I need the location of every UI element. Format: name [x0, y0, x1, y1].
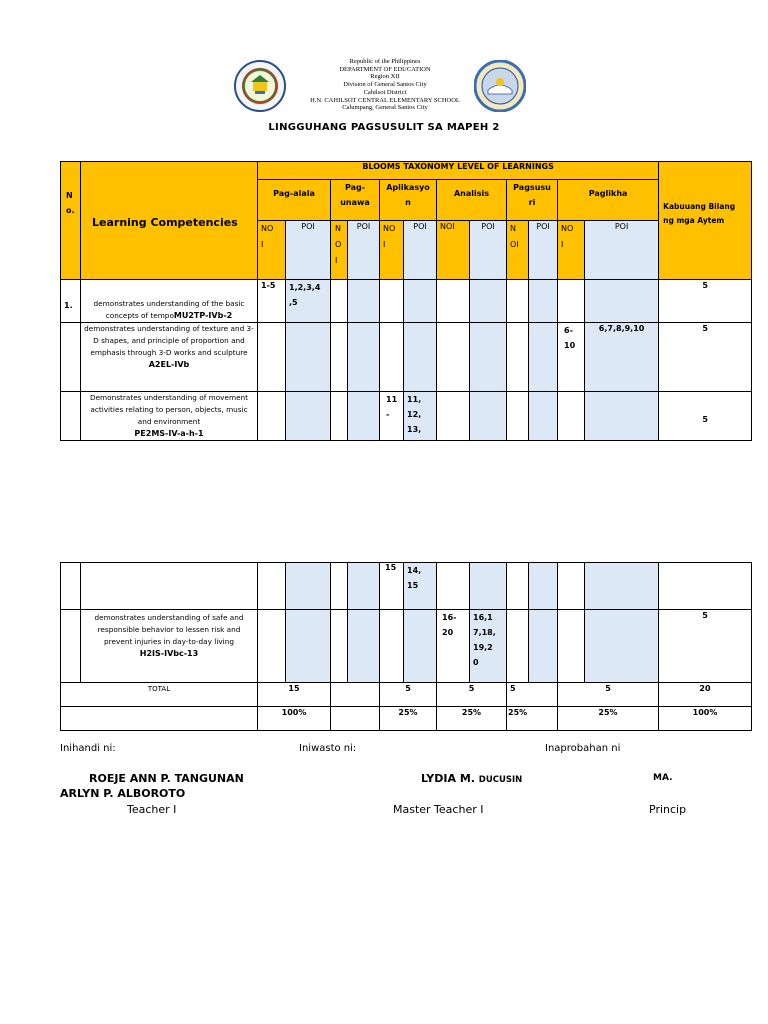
competency-code: PE2MS-IV-a-h-1 [134, 429, 204, 438]
school-seal-icon [234, 60, 286, 112]
letterhead-school: H.N. CAHILSOT CENTRAL ELEMENTARY SCHOOL [310, 96, 460, 104]
prepared-by-label: Inihandi ni: [60, 743, 116, 754]
subheader-noi: NOI [437, 221, 470, 280]
letterhead-region: Region XII [370, 73, 400, 81]
subheader-noi: N OI [507, 221, 529, 280]
percent-grand: 100% [659, 707, 752, 731]
row-total: 5 [659, 323, 752, 392]
subheader-poi: POI [404, 221, 437, 280]
level-pagunawa: Pag- unawa [331, 180, 380, 221]
competency-code: MU2TP-IVb-2 [173, 311, 233, 320]
approved-by-role: Princip [649, 803, 687, 816]
total-aplikasyon: 5 [380, 683, 437, 707]
aplikasyon-noi: 11 - [380, 392, 404, 441]
competency-text: demonstrates understanding of safe and responsible behavior to lessen risk and prevent injuries in day-to-day living [94, 613, 244, 646]
percent-paglikha: 25% [558, 707, 659, 731]
percent-aplikasyon: 25% [380, 707, 437, 731]
table-continuation [60, 562, 752, 731]
competency-text: Demonstrates understanding of movement activities relating to person, objects, music and environment [89, 393, 249, 426]
table-row [61, 280, 752, 323]
header-competencies: Learning Competencies [81, 162, 258, 280]
row-number: 1. [61, 280, 81, 323]
totals-label: TOTAL [61, 683, 258, 707]
subheader-noi: NO I [258, 221, 286, 280]
subheader-poi: POI [286, 221, 331, 280]
aplikasyon-poi: 14, 15 [404, 563, 437, 610]
paglikha-poi: 6,7,8,9,10 [585, 323, 659, 392]
checked-by-name-small: DUCUSIN [478, 775, 523, 785]
level-analisis: Analisis [437, 180, 507, 221]
pagalala-poi: 1,2,3,4 ,5 [286, 280, 331, 323]
table-row [61, 392, 752, 441]
subheader-noi: N O I [331, 221, 348, 280]
totals-row [61, 683, 752, 707]
percent-pagalala: 100% [258, 707, 331, 731]
row-total: 5 [659, 610, 752, 683]
letterhead-department: DEPARTMENT OF EDUCATION [339, 65, 431, 73]
table-row [61, 610, 752, 683]
table-row [61, 323, 752, 392]
prepared-by-role: Teacher I [127, 803, 177, 816]
approved-by-name: MA. [653, 773, 673, 783]
page-title: LINGGUHANG PAGSUSULIT SA MAPEH 2 [268, 122, 500, 133]
checked-by-label: Iniwasto ni: [299, 743, 357, 754]
aplikasyon-noi: 15 [380, 563, 404, 610]
pagalala-noi: 1-5 [258, 280, 286, 323]
competency-text: demonstrates understanding of the basic concepts of tempo [93, 299, 245, 320]
letterhead-republic: Republic of the Philippines [349, 58, 421, 65]
competency-cell [81, 323, 258, 392]
approved-by-label: Inaprobahan ni [545, 743, 621, 754]
letterhead [300, 58, 470, 112]
competency-cell [81, 392, 258, 441]
row-total: 5 [659, 392, 752, 441]
table-of-specification [60, 161, 752, 441]
competency-cell [81, 280, 258, 323]
subheader-poi: POI [529, 221, 558, 280]
letterhead-division: Division of General Santos City [343, 81, 427, 89]
competency-cell [81, 610, 258, 683]
level-aplikasyon: Aplikasyo n [380, 180, 437, 221]
percent-analisis: 25% [437, 707, 507, 731]
analisis-poi: 16,1 7,18, 19,2 0 [470, 610, 507, 683]
letterhead-district: Cahilsot District [363, 88, 407, 96]
row-total: 5 [659, 280, 752, 323]
header-blooms: BLOOMS TAXONOMY LEVEL OF LEARNINGS [258, 162, 659, 180]
checked-by-name [421, 772, 522, 785]
total-analisis: 5 [437, 683, 507, 707]
prepared-by-name: ROEJE ANN P. TANGUNAN [89, 772, 244, 785]
deped-seal-icon [474, 60, 526, 112]
competency-text: demonstrates understanding of texture and 3-D shapes, and principle of proportion and emphasis through 3-D works and sculpture [84, 324, 254, 357]
competency-code: H2IS-IVbc-13 [139, 649, 199, 658]
percent-row [61, 707, 752, 731]
subheader-poi: POI [348, 221, 380, 280]
total-pagsusuri: 5 [507, 683, 558, 707]
paglikha-noi: 6- 10 [558, 323, 585, 392]
checked-by-role: Master Teacher I [393, 803, 484, 816]
level-pagsusuri: Pagsusu ri [507, 180, 558, 221]
percent-pagsusuri: 25% [507, 707, 558, 731]
total-pagalala: 15 [258, 683, 331, 707]
aplikasyon-poi: 11, 12, 13, [404, 392, 437, 441]
checked-by-name-main: LYDIA M. [421, 772, 479, 785]
header-total-items: Kabuuang Bilang ng mga Aytem [659, 162, 752, 280]
level-pagalala: Pag-alala [258, 180, 331, 221]
header-no: N o. [61, 162, 81, 280]
total-grand: 20 [659, 683, 752, 707]
total-paglikha: 5 [558, 683, 659, 707]
competency-code: A2EL-IVb [148, 360, 190, 369]
subheader-poi: POI [585, 221, 659, 280]
letterhead-address: Calumpang, General Santos City [342, 104, 428, 112]
prepared-by-name-2: ARLYN P. ALBOROTO [60, 787, 186, 800]
analisis-noi: 16- 20 [437, 610, 470, 683]
subheader-poi: POI [470, 221, 507, 280]
subheader-noi: NO I [380, 221, 404, 280]
level-paglikha: Paglikha [558, 180, 659, 221]
subheader-noi: NO I [558, 221, 585, 280]
table-row [61, 563, 752, 610]
